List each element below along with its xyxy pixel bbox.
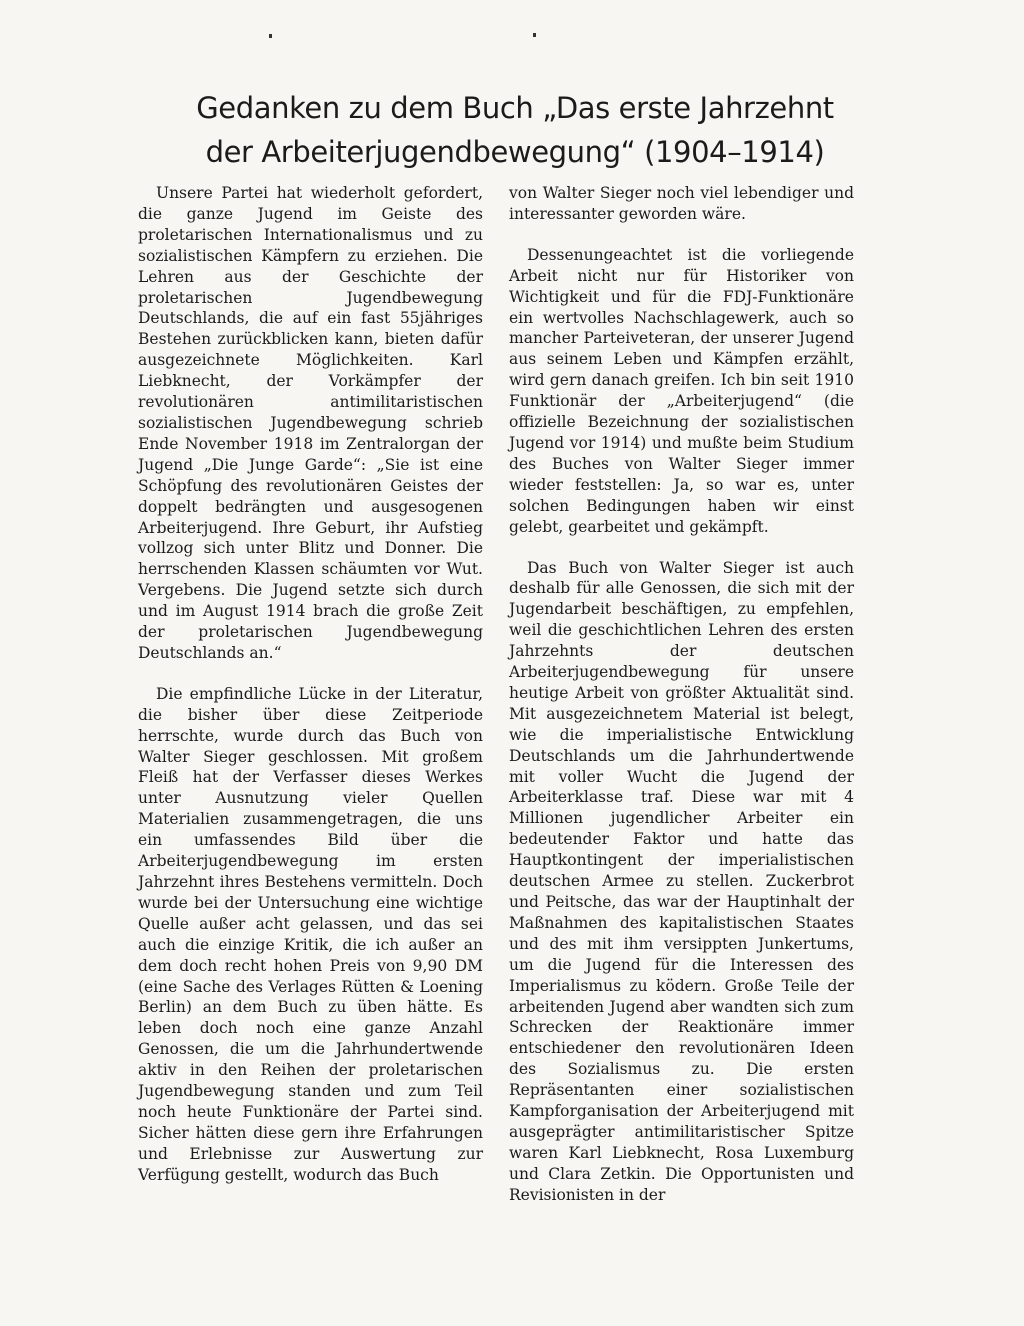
paragraph: Unsere Partei hat wiederholt gefordert, die ganze Jugend im Geiste des proletarischen Internationalismus und zu sozialistischen Kämpfern zu erziehen. Die Lehren aus der Geschichte der proletarischen Jugendbewegung Deutschlands, die auf ein fast 55jähriges Bestehen zurückblicken kann, bieten dafür ausgezeichnete Möglichkeiten. Karl Liebknecht, der Vorkämpfer der revolutionären antimilitaristischen sozialistischen Jugendbewegung schrieb Ende November 1918 im Zentralorgan der Jugend „Die Junge Garde“: „Sie ist eine Schöpfung des revolutionären Geistes der doppelt bedrängten und ausgesogenen Arbeiterjugend. Ihre Geburt, ihr Aufstieg vollzog sich unter Blitz und Donner. Die herrschenden Klassen schäumten vor Wut. Vergebens. Die Jugend setzte sich durch und im August 1914 brach die große Zeit der proletarischen Jugendbewegung Deutschlands an.“: [138, 184, 483, 662]
left-column: [138, 183, 483, 1206]
right-column: [509, 183, 854, 1226]
scan-speck: [269, 34, 272, 38]
article-title: [150, 86, 880, 174]
paragraph: Dessenungeachtet ist die vorliegende Arbeit nicht nur für Historiker von Wichtigkeit und für die FDJ-Funktionäre ein wertvolles Nachschlagewerk, auch so mancher Parteiveteran, der unserer Jugend aus seinem Leben und Kämpfen erzählt, wird gern danach greifen. Ich bin seit 1910 Funktionär der „Arbeiterjugend“ (die offizielle Bezeichnung der sozialistischen Jugend vor 1914) und mußte beim Studium des Buches von Walter Sieger immer wieder feststellen: Ja, so war es, unter solchen Bedingungen haben wir einst gelebt, gearbeitet und gekämpft.: [509, 245, 854, 536]
paragraph: Das Buch von Walter Sieger ist auch deshalb für alle Genossen, die sich mit der Jugendarbeit beschäftigen, zu empfehlen, weil die geschichtlichen Lehren des ersten Jahrzehnts der deutschen Arbeiterjugendbewegung für unsere heutige Arbeit von größter Aktualität sind. Mit ausgezeichnetem Material ist belegt, wie die imperialistische Entwicklung Deutschlands um die Jahrhundertwende mit voller Wucht die Jugend der Arbeiterklasse traf. Diese war mit 4 Millionen jugendlicher Arbeiter ein bedeutender Faktor und hatte das Hauptkontingent der imperialistischen deutschen Armee zu stellen. Zuckerbrot und Peitsche, das war der Hauptinhalt der Maßnahmen des kapitalistischen Staates und des mit ihm versippten Junkertums, um die Jugend für die Interessen des Imperialismus zu ködern. Große Teile der arbeitenden Jugend aber wandten sich zum Schrecken der Reaktionäre immer entschiedener den revolutionären Ideen des Sozialismus zu. Die ersten Repräsentanten einer sozialistischen Kampforganisation der Arbeiterjugend mit ausgeprägter antimilitaristischer Spitze waren Karl Liebknecht, Rosa Luxemburg und Clara Zetkin. Die Opportunisten und Revisionisten in der: [509, 558, 854, 1204]
title-line-1: Gedanken zu dem Buch „Das erste Jahrzehnt: [196, 91, 834, 125]
title-line-2: der Arbeiterjugendbewegung“ (1904–1914): [205, 135, 825, 169]
paragraph: von Walter Sieger noch viel lebendiger und interessanter geworden wäre.: [509, 184, 854, 223]
paragraph: Die empfindliche Lücke in der Literatur, die bisher über diese Zeitperiode herrschte, wurde durch das Buch von Walter Sieger geschlossen. Mit großem Fleiß hat der Verfasser dieses Werkes unter Ausnutzung vieler Quellen Materialien zusammengetragen, die uns ein umfassendes Bild über die Arbeiterjugendbewegung im ersten Jahrzehnt ihres Bestehens vermitteln. Doch wurde bei der Untersuchung eine wichtige Quelle außer acht gelassen, und das sei auch die einzige Kritik, die ich außer an dem doch recht hohen Preis von 9,90 DM (eine Sache des Verlages Rütten & Loening Berlin) an dem Buch zu üben hätte. Es leben doch noch eine ganze Anzahl Genossen, die um die Jahrhundertwende aktiv in den Reihen der proletarischen Jugendbewegung standen und zum Teil noch heute Funktionäre der Partei sind. Sicher hätten diese gern ihre Erfahrungen und Erlebnisse zur Auswertung zur Verfügung gestellt, wodurch das Buch: [138, 684, 483, 1184]
scan-speck: [533, 33, 536, 37]
